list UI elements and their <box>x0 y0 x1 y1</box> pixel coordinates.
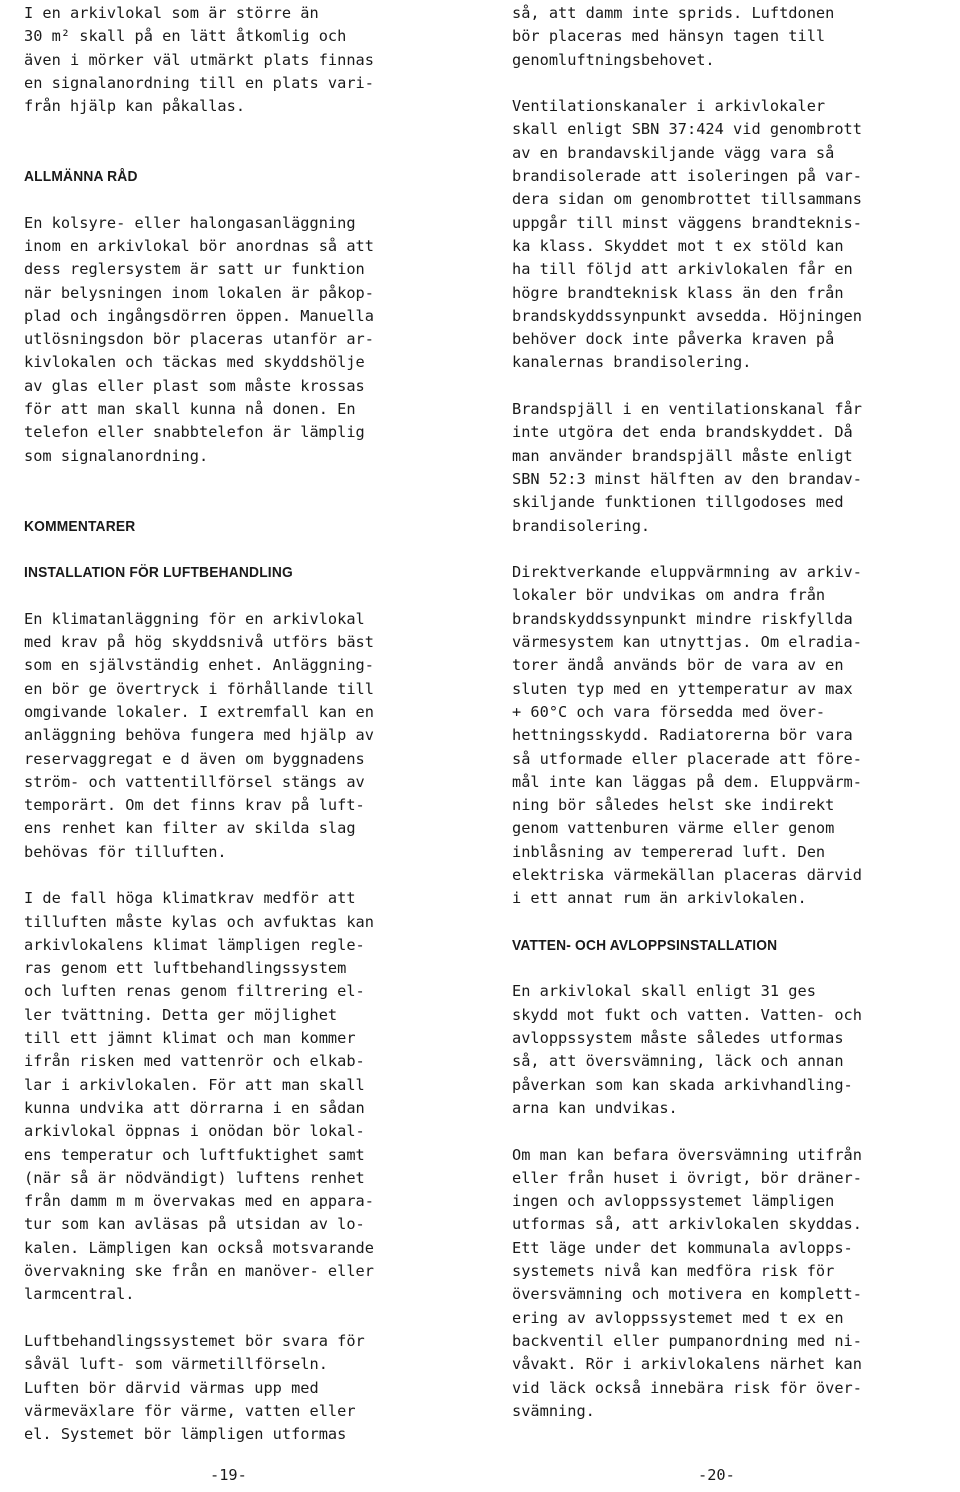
paragraph-climate-plant: En klimatanläggning för en arkivlokal med krav på hög skyddsnivå utförs bäst som en självständig enhet. Anläggning- en bör ge övertryck i förhållande till omgivande lokaler. I extremfall kan en anläggning behöva fungera med hjälp av reservaggregat e d även om byggnadens ström- och vattentillförsel stängs av temporärt. Om det finns krav på luft- ens renhet kan filter av skilda slag behövas för tilluften. <box>24 609 374 861</box>
left-column <box>24 2 472 1446</box>
paragraph-signal-requirement: I en arkivlokal som är större än 30 m² skall på en lätt åtkomlig och även i mörker väl utmärkt plats finnas en signalanordning till en plats vari- från hjälp kan påkallas. <box>24 4 374 116</box>
paragraph-fire-dampers: Brandspjäll i en ventilationskanal får inte utgöra det enda brandskyddet. Då man använder brandspjäll måste enligt SBN 52:3 minst hälften av den brandav- skiljande funktionen tillgodoses med brandisolering. <box>512 400 862 535</box>
paragraph-flooding-risk: Om man kan befara översvämning utifrån eller från huset i övrigt, bör dräner- ingen och avloppssystemet lämpligen utformas så, att arkivlokalen skyddas. Ett läge under det kommunala avlopps- systemets nivå kan medföra risk för översvämning och motivera en komplett- ering av avloppssystemet med t ex en backventil eller pumpanordning med ni- våvakt. Rör i arkivlokalens närhet kan vid läck också innebära risk för över- svämning. <box>512 1145 862 1420</box>
heading-installation-luftbehandling: INSTALLATION FÖR LUFTBEHANDLING <box>24 564 293 582</box>
paragraph-air-outlets: så, att damm inte sprids. Luftdonen bör placeras med hänsyn tagen till genomluftningsbehovet. <box>512 4 835 69</box>
paragraph-ventilation-ducts: Ventilationskanaler i arkivlokaler skall enligt SBN 37:424 vid genombrott av en brandavskiljande vägg vara så brandisolerade att isoleringen på var- dera sidan om genombrottet tillsammans uppgår till minst väggens brandteknis- ka klass. Skyddet mot t ex stöld kan ha till följd att arkivlokalen får en högre brandteknisk klass än den från brandskyddssynpunkt avsedda. Höjningen behöver dock inte påverka kraven på kanalernas brandisolering. <box>512 97 862 372</box>
page-number-left: -19- <box>210 1466 247 1484</box>
heading-kommentarer: KOMMENTARER <box>24 517 136 535</box>
page-number-right: -20- <box>698 1466 735 1484</box>
paragraph-air-handling-system: Luftbehandlingssystemet bör svara för såväl luft- som värmetillförseln. Luften bör därvid värmas upp med värmeväxlare för värme, vatten eller el. Systemet bör lämpligen utformas <box>24 1331 365 1444</box>
paragraph-water-protection: En arkivlokal skall enligt 31 ges skydd mot fukt och vatten. Vatten- och avloppssystem måste således utformas så, att översvämning, läck och annan påverkan som kan skada arkivhandling- arna kan undvikas. <box>512 982 862 1117</box>
paragraph-electric-heating: Direktverkande eluppvärmning av arkiv- lokaler bör undvikas om andra från brandskyddssynpunkt mindre riskfyllda värmesystem kan utnyttjas. Om elradia- torer ändå används bör de vara av en sluten typ med en yttemperatur av max + 60°C och vara försedda med över- hettningsskydd. Radiatorerna bör vara så utformade eller placerade att före- mål inte kan läggas på dem. Eluppvärm- ning bör således helst ske indirekt genom vattenburen värme eller genom inblåsning av tempererad luft. Den elektriska värmekällan placeras därvid i ett annat rum än arkivlokalen. <box>512 563 862 908</box>
heading-vatten-avlopp: VATTEN- OCH AVLOPPSINSTALLATION <box>512 936 778 954</box>
right-column <box>512 2 960 1423</box>
heading-allmanna-rad: ALLMÄNNA RÅD <box>24 168 138 186</box>
paragraph-climate-demands: I de fall höga klimatkrav medför att tilluften måste kylas och avfuktas kan arkivlokalens klimat lämpligen regle- ras genom ett luftbehandlingssystem och luften renas genom filtrering el- ler tvättning. Detta ger möjlighet till ett jämnt klimat och man kommer ifrån risken med vattenrör och elkab- lar i arkivlokalen. För att man skall kunna undvika att dörrarna i en sådan arkivlokal öppnas i onödan bör lokal- ens temperatur och luftfuktighet samt (när så är nödvändigt) luftens renhet från damm m m övervakas med en appara- tur som kan avläsas på utsidan av lo- kalen. Lämpligen kan också motsvarande övervakning ske från en manöver- eller larmcentral. <box>24 889 374 1304</box>
paragraph-gas-installation: En kolsyre- eller halongasanläggning inom en arkivlokal bör anordnas så att dess reglersystem är satt ur funktion när belysningen inom lokalen är påkop- plad och ingångsdörren öppen. Manuella utlösningsdon bör placeras utanför ar- kivlokalen och täckas med skyddshölje av glas eller plast som måste krossas för att man skall kunna nå donen. En telefon eller snabbtelefon är lämplig som signalanordning. <box>24 213 374 465</box>
